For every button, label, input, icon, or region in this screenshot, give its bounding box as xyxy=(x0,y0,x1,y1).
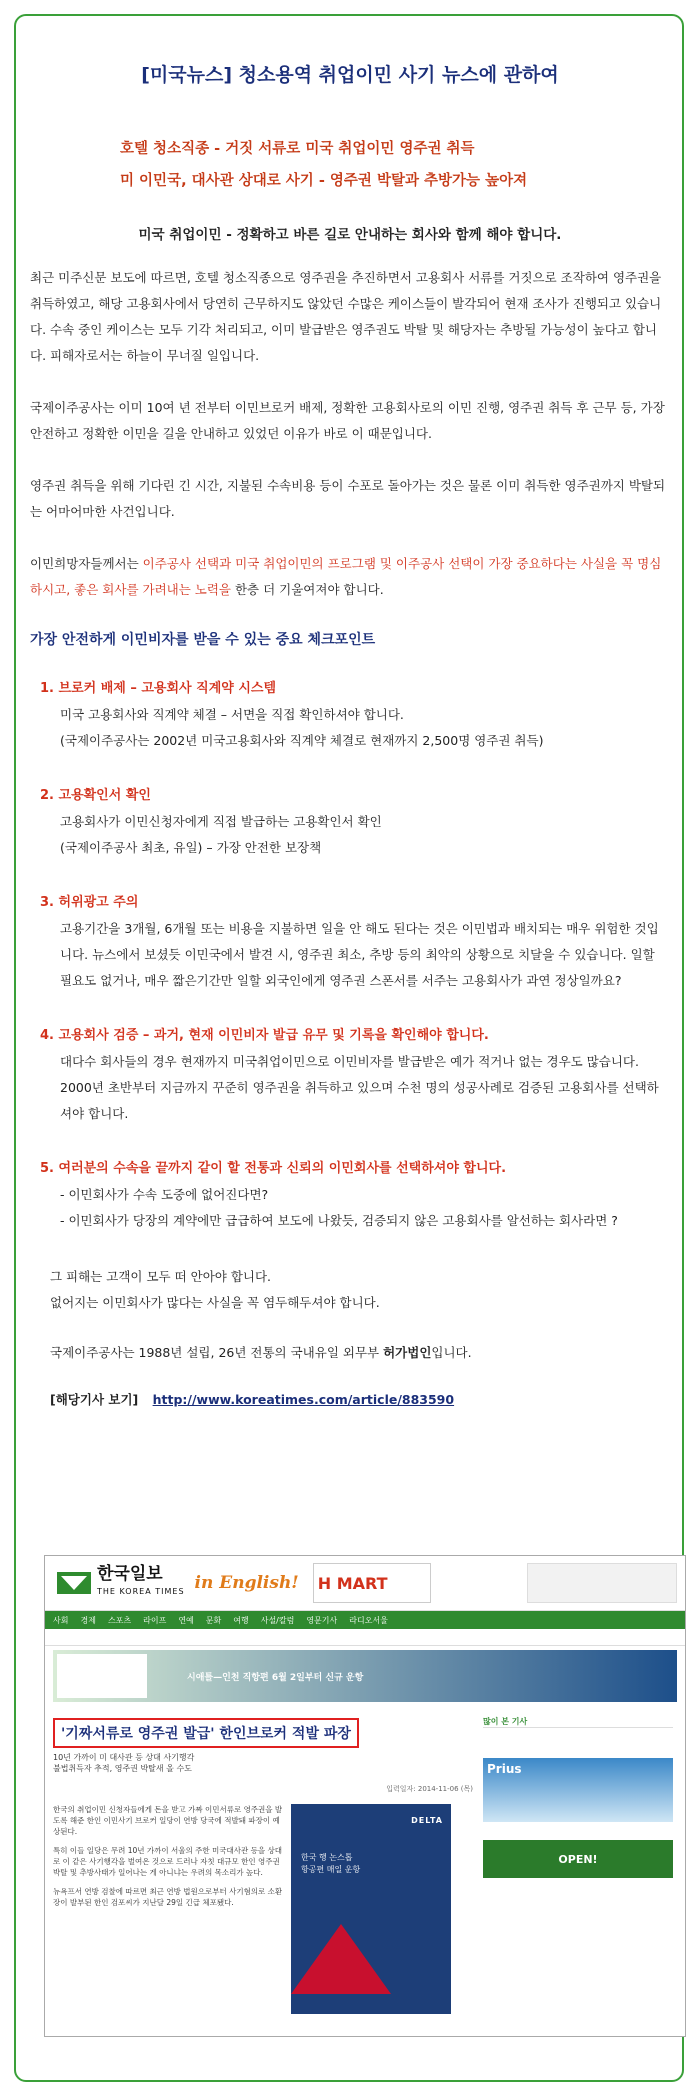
paragraph-3: 영주권 취득을 위해 기다린 긴 시간, 지불된 수속비용 등이 수포로 돌아가는 것은 물론 이미 취득한 영주권까지 박탈되는 어마어마한 사건입니다. xyxy=(30,478,666,519)
nav-item[interactable]: 연예 xyxy=(178,1615,194,1625)
paragraph-2: 국제이주공사는 이미 10여 년 전부터 이민브로커 배제, 정확한 고용회사로의 이민 진행, 영주권 취득 후 근무 등, 가장 안전하고 정확한 이민을 길을 안내하고 있었던 이유가 바로 이 때문입니다. xyxy=(30,400,665,441)
main-content xyxy=(30,60,670,1426)
checkpoint-line: - 이민회사가 수속 도중에 없어진다면? xyxy=(60,1187,269,1202)
reference-label: [해당기사 보기] xyxy=(50,1392,139,1407)
delta-banner[interactable] xyxy=(53,1650,677,1702)
checkpoint-title: 1. 브로커 배제 – 고용회사 직계약 시스템 xyxy=(40,681,277,696)
sub-nav xyxy=(45,1629,685,1646)
subtitle-1: 호텔 청소직종 - 거짓 서류로 미국 취업이민 영주권 취득 xyxy=(120,141,475,157)
nav-item[interactable]: 여행 xyxy=(233,1615,249,1625)
subtitle-2: 미 이민국, 대사관 상대로 사기 - 영주권 박탈과 추방가능 높아져 xyxy=(120,173,528,189)
open-ad[interactable]: OPEN! xyxy=(483,1840,673,1878)
checkpoint-line: 고용기간을 3개월, 6개월 또는 비용을 지불하면 일을 안 해도 된다는 것은 이민법과 배치되는 매우 위험한 것입니다. 뉴스에서 보셨듯 이민국에서 발견 시, 영주권 최소, 추방 등의 최악의 상황으로 치달을 수 있습니다. 일할 필요도 없거나, 매우 짧은기간만 일할 외국인에게 영주권 스폰서를 서주는 고용회사가 과연 정상일까요? xyxy=(60,921,659,988)
nav-item[interactable]: 스포츠 xyxy=(107,1615,132,1625)
article-summary-1: 10년 가까이 미 대사관 등 상대 사기행각 xyxy=(53,1753,195,1762)
hope-pre: 이민희망자들께서는 xyxy=(30,556,143,571)
delta-ad[interactable]: DELTA 한국 행 논스톱 항공편 매일 운항 xyxy=(291,1804,451,2014)
paper-en: THE KOREA TIMES xyxy=(97,1587,185,1596)
closing-line: 그 피해는 고객이 모두 떠 안아야 합니다. xyxy=(50,1269,272,1284)
paragraph-1: 최근 미주신문 보도에 따르면, 호텔 청소직종으로 영주권을 추진하면서 고용회사 서류를 거짓으로 조작하여 영주권을 취득하였고, 해당 고용회사에서 당연히 근무하지도 않았던 수많은 케이스들이 발각되어 현재 조사가 진행되고 있습니다. 수속 중인 케이스는 모두 기각 처리되고, 이미 발급받은 영주권도 박탈 및 해당자는 추방될 가능성이 높다고 합니다. 피해자로서는 하늘이 무너질 일입니다. xyxy=(30,270,662,363)
paragraph-hope xyxy=(30,551,670,603)
reference-line xyxy=(50,1390,670,1408)
article-sidebar xyxy=(483,1710,673,2014)
hope-emphasis: 이주공사 선택과 미국 취업이민의 프로그램 및 이주공사 선택이 가장 중요하다는 사실을 꼭 명심하시고, 좋은 회사를 가려내는 노력을 xyxy=(30,556,662,597)
article-headline: '기짜서류로 영주권 발급' 한인브로커 적발 파장 xyxy=(53,1718,359,1748)
nav-item[interactable]: 영문기사 xyxy=(306,1615,338,1625)
nav-item[interactable]: 문화 xyxy=(205,1615,222,1625)
article-summary-2: 불법취득자 추적, 영주권 박탈새 올 수도 xyxy=(53,1764,192,1773)
checkpoint-line: - 이민회사가 당장의 계약에만 급급하여 보도에 나왔듯, 검증되지 않은 고용회사를 알선하는 회사라면 ? xyxy=(60,1213,618,1228)
korea-times-logo xyxy=(57,1565,185,1601)
company-pre: 국제이주공사는 1988년 설립, 26년 전통의 국내유일 외무부 xyxy=(50,1345,384,1360)
article-header xyxy=(45,1556,685,1611)
checkpoint-title: 4. 고용회사 검증 – 과거, 현재 이민비자 발급 유무 및 기록을 확인해야 합니다. xyxy=(40,1028,489,1043)
article-text: 한국의 취업이민 신청자들에게 돈을 받고 가짜 이민서류로 영주권을 발도록 해준 한인 이민사기 브로커 일당이 연방 당국에 적발돼 파장이 예상된다. 특히 이들 일당은 무려 10년 가까이 서울의 주한 미국대사관 등을 상대로 이 같은 사기행각을 벌여온 것으로 드러나 자칫 대규모 한인 영주권 박탈 및 추방사태가 일어나는 게 아니냐는 우려의 목소리가 높다. 뉴욕프서 연방 검찰에 따르면 최근 연방 법원으로부터 사기혐의로 소환장이 발부된 한인 검포씨가 지난달 29일 긴급 체포됐다. xyxy=(53,1805,283,1907)
checkpoint-5 xyxy=(30,1157,670,1234)
checkpoint-title: 2. 고용확인서 확인 xyxy=(40,788,151,803)
nav-item[interactable]: 라디오서울 xyxy=(349,1615,388,1625)
nav-item[interactable]: 라이프 xyxy=(143,1615,167,1625)
checkpoint-title: 3. 허위광고 주의 xyxy=(40,895,139,910)
paper-name: 한국일보 xyxy=(97,1564,163,1584)
delta-logo-icon xyxy=(291,1924,391,1994)
prius-ad[interactable]: Prius xyxy=(483,1758,673,1822)
company-line xyxy=(50,1340,670,1366)
company-bold: 허가법인 xyxy=(383,1345,432,1360)
nav-item[interactable]: 사설/칼럼 xyxy=(260,1615,295,1625)
checkpoint-line: 미국 고용회사와 직계약 체결 – 서면을 직접 확인하셔야 합니다. xyxy=(60,707,404,722)
checkpoints-title: 가장 안전하게 이민비자를 받을 수 있는 중요 체크포인트 xyxy=(30,632,376,648)
article-screenshot xyxy=(44,1555,686,2037)
flag-icon xyxy=(57,1572,91,1594)
reference-link[interactable]: http://www.koreatimes.com/article/883590 xyxy=(152,1392,455,1407)
nav-item[interactable]: 사회 xyxy=(53,1615,69,1625)
nav-item[interactable]: 경제 xyxy=(80,1615,96,1625)
checkpoint-line: 대다수 회사들의 경우 현재까지 미국취업이민으로 이민비자를 발급받은 예가 적거나 없는 경우도 많습니다. 2000년 초반부터 지금까지 꾸준히 영주권을 취득하고 있으며 수천 명의 성공사례로 검증된 고용회사를 선택하셔야 합니다. xyxy=(60,1054,659,1121)
checkpoint-title: 5. 여러분의 수속을 끝까지 같이 할 전통과 신뢰의 이민회사를 선택하셔야 합니다. xyxy=(40,1161,507,1176)
hope-post: 한층 더 기울여져야 합니다. xyxy=(231,582,384,597)
banner-text: 시애틀—인천 직항편 6월 2일부터 신규 운항 xyxy=(187,1672,364,1683)
hmart-ad[interactable]: H MART xyxy=(313,1563,431,1603)
checkpoint-line: (국제이주공사 최초, 유일) – 가장 안전한 보장책 xyxy=(60,840,322,855)
in-english-logo: in English! xyxy=(194,1573,299,1593)
checkpoint-line: 고용회사가 이민신청자에게 직접 발급하는 고용확인서 확인 xyxy=(60,814,382,829)
company-post: 입니다. xyxy=(431,1345,472,1360)
closing-block xyxy=(50,1264,670,1316)
side-title: 많이 본 기사 xyxy=(483,1716,673,1728)
article-main xyxy=(53,1710,473,2014)
checkpoint-2 xyxy=(30,784,670,861)
lead-text: 미국 취업이민 - 정확하고 바른 길로 안내하는 회사와 함께 해야 합니다. xyxy=(138,227,562,243)
article-date: 입력일자: 2014-11-06 (목) xyxy=(386,1785,473,1793)
article-nav xyxy=(45,1611,685,1629)
page-title: [미국뉴스] 청소용역 취업이민 사기 뉴스에 관하여 xyxy=(141,64,559,86)
header-ad[interactable] xyxy=(527,1563,677,1603)
checkpoint-1 xyxy=(30,677,670,754)
banner-left-ad xyxy=(57,1654,147,1698)
closing-line: 없어지는 이민회사가 많다는 사실을 꼭 염두해두셔야 합니다. xyxy=(50,1295,380,1310)
checkpoint-line: (국제이주공사는 2002년 미국고용회사와 직계약 체결로 현재까지 2,500명 영주권 취득) xyxy=(60,733,544,748)
checkpoint-4 xyxy=(30,1024,670,1127)
checkpoint-3 xyxy=(30,891,670,994)
